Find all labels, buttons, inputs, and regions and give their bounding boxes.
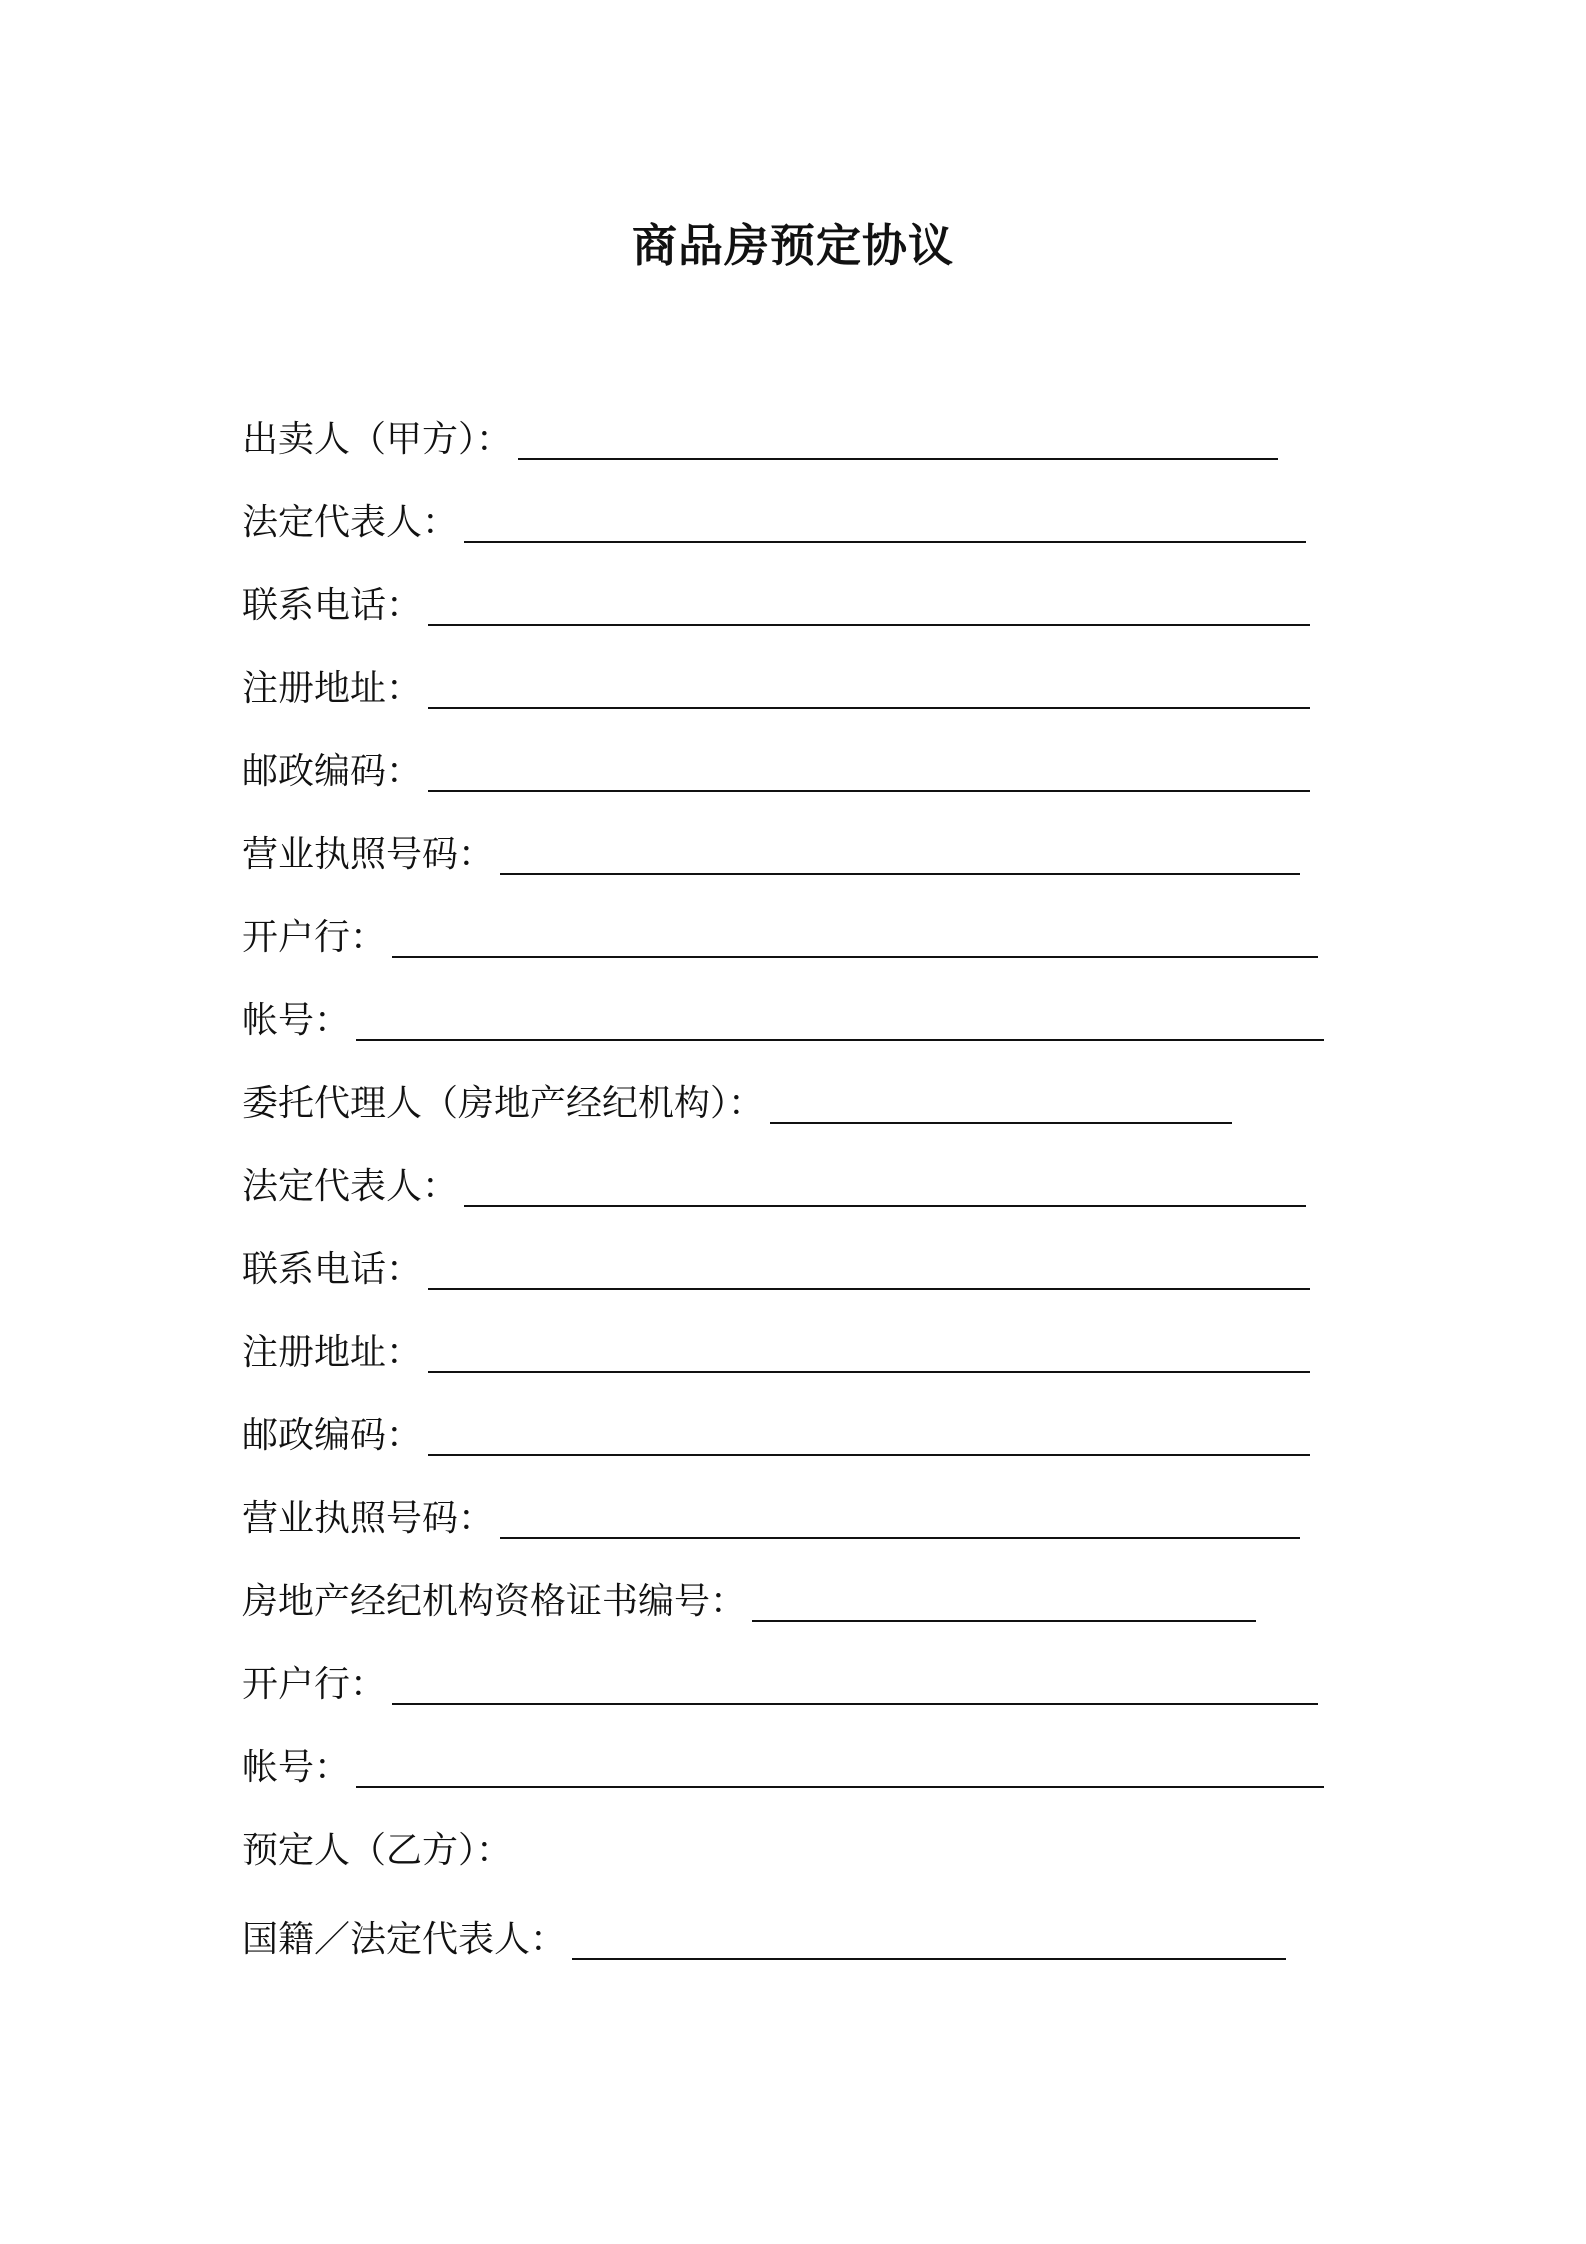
field-label: 联系电话： <box>242 1249 423 1290</box>
field-label: 帐号： <box>242 1000 351 1041</box>
field-label: 注册地址： <box>242 1332 423 1373</box>
field-label: 邮政编码： <box>242 751 423 792</box>
field-label: 营业执照号码： <box>242 834 495 875</box>
document-title: 商品房预定协议 <box>631 219 954 272</box>
field-agent-postal-code <box>242 1408 1310 1464</box>
field-postal-code <box>242 744 1310 800</box>
field-label: 营业执照号码： <box>242 1498 495 1539</box>
field-label: 预定人（乙方）： <box>242 1830 513 1871</box>
field-agent-business-license <box>242 1491 1300 1547</box>
blank-line[interactable] <box>428 1454 1310 1456</box>
field-buyer <box>242 1823 512 1879</box>
blank-line[interactable] <box>572 1958 1286 1960</box>
field-label: 法定代表人： <box>242 502 459 543</box>
field-label: 开户行： <box>242 917 387 958</box>
field-label: 联系电话： <box>242 585 423 626</box>
field-registered-address <box>242 661 1310 717</box>
blank-line[interactable] <box>428 790 1310 792</box>
field-agent-certificate-number <box>242 1574 1256 1630</box>
blank-line[interactable] <box>428 624 1310 626</box>
field-label: 委托代理人（房地产经纪机构）： <box>242 1083 765 1124</box>
blank-line[interactable] <box>356 1039 1324 1041</box>
field-label: 邮政编码： <box>242 1415 423 1456</box>
field-agent-bank <box>242 1657 1318 1713</box>
field-agent-account <box>242 1740 1324 1796</box>
blank-line[interactable] <box>428 1371 1310 1373</box>
blank-line[interactable] <box>392 956 1318 958</box>
field-bank <box>242 910 1318 966</box>
field-label: 开户行： <box>242 1664 387 1705</box>
blank-line[interactable] <box>464 541 1306 543</box>
field-agent <box>242 1076 1232 1132</box>
blank-line[interactable] <box>500 1537 1300 1539</box>
field-label: 帐号： <box>242 1747 351 1788</box>
field-label: 房地产经纪机构资格证书编号： <box>242 1581 747 1622</box>
blank-line[interactable] <box>356 1786 1324 1788</box>
field-agent-legal-representative <box>242 1159 1306 1215</box>
blank-line[interactable] <box>428 1288 1310 1290</box>
field-label: 出卖人（甲方）： <box>242 419 513 460</box>
blank-line[interactable] <box>392 1703 1318 1705</box>
field-phone <box>242 578 1310 634</box>
field-seller <box>242 412 1278 468</box>
blank-line[interactable] <box>464 1205 1306 1207</box>
blank-line[interactable] <box>752 1620 1256 1622</box>
blank-line[interactable] <box>518 458 1278 460</box>
blank-line[interactable] <box>770 1122 1232 1124</box>
field-account <box>242 993 1324 1049</box>
field-legal-representative <box>242 495 1306 551</box>
blank-line[interactable] <box>500 873 1300 875</box>
field-label: 注册地址： <box>242 668 423 709</box>
field-business-license <box>242 827 1300 883</box>
field-label: 法定代表人： <box>242 1166 459 1207</box>
field-label: 国籍／法定代表人： <box>242 1919 567 1960</box>
field-agent-registered-address <box>242 1325 1310 1381</box>
blank-line[interactable] <box>428 707 1310 709</box>
field-nationality-legal-representative <box>242 1912 1286 1968</box>
field-agent-phone <box>242 1242 1310 1298</box>
